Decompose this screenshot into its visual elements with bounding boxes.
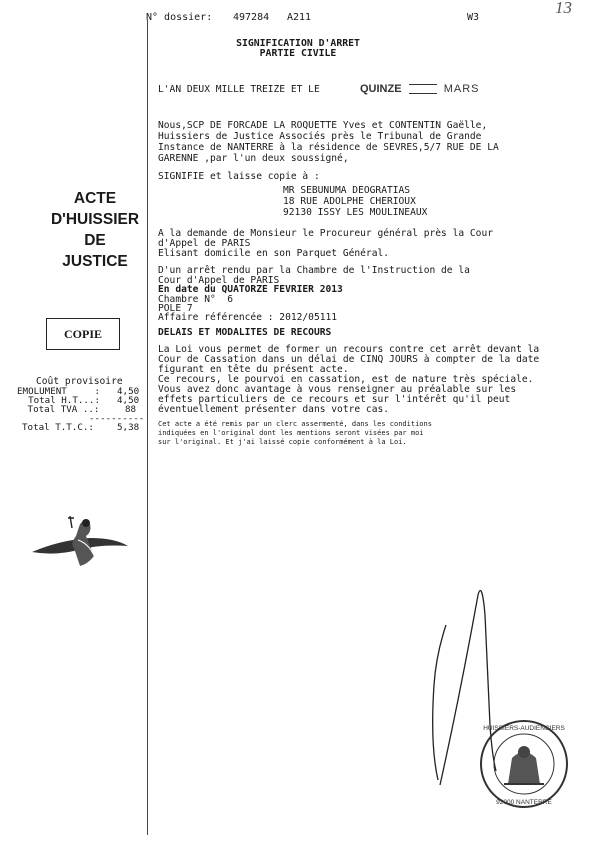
cost-title: Coût provisoire	[36, 376, 123, 387]
cost-label: Total H.T...:	[17, 395, 100, 406]
cost-value: 4,50	[117, 395, 140, 406]
document-title: SIGNIFICATION D'ARRET	[236, 38, 360, 49]
clerk-line: indiquées en l'original dont les mentions seront visées par moi	[158, 429, 424, 437]
date-prefix: L'AN DEUX MILLE TREIZE ET LE	[158, 84, 320, 95]
intro-line: Huissiers de Justice Associés près le Tribunal de Grande	[158, 131, 482, 142]
stamp-bars	[409, 84, 437, 94]
cost-separator: ----------	[89, 413, 145, 424]
delais-title: DELAIS ET MODALITES DE RECOURS	[158, 327, 332, 338]
acte-title	[40, 188, 150, 272]
recours-line: Cour de Cassation dans un délai de CINQ JOURS à compter de la date	[158, 354, 540, 365]
recours-line: Vous avez donc avantage à vous renseigner au préalable sur les	[158, 384, 517, 395]
cost-value: 4,50	[117, 386, 140, 397]
intro-line: Nous,SCP DE FORCADE LA ROQUETTE Yves et CONTENTIN Gaëlle,	[158, 120, 488, 131]
recipient-line: 92130 ISSY LES MOULINEAUX	[283, 207, 428, 218]
acte-line: JUSTICE	[62, 253, 128, 270]
official-seal-stamp	[478, 718, 570, 810]
dossier-code: A211	[287, 12, 312, 23]
arret-detail: POLE 7	[158, 303, 193, 314]
date-stamp-month: MARS	[443, 83, 480, 95]
clerk-line: sur l'original. Et j'ai laissé copie conformément à la Loi.	[158, 438, 407, 446]
demande-line: d'Appel de PARIS	[158, 238, 251, 249]
svg-text:HUISSIERS-AUDIENCIERS: HUISSIERS-AUDIENCIERS	[483, 725, 565, 732]
arret-date: En date du QUATORZE FEVRIER 2013	[158, 284, 343, 295]
signifie-line: SIGNIFIE et laisse copie à :	[158, 171, 320, 182]
recours-line: éventuellement présenter dans votre cas.	[158, 404, 390, 415]
cost-value: 5,38	[117, 422, 140, 433]
cost-value: 88	[125, 404, 137, 415]
recours-line: effets particuliers de ce recours et sur l'intérêt qu'il peut	[158, 394, 511, 405]
marianne-logo	[30, 514, 130, 574]
dossier-number: 497284	[233, 12, 270, 23]
cost-label: Total T.T.C.:	[22, 422, 94, 433]
acte-line: D'HUISSIER	[50, 211, 140, 228]
margin-rule	[147, 20, 148, 835]
office-code: W3	[467, 12, 480, 23]
demande-line: A la demande de Monsieur le Procureur général près la Cour	[158, 228, 494, 239]
date-stamp-day: QUINZE	[360, 83, 402, 95]
clerk-line: Cet acte a été remis par un clerc assermenté, dans les conditions	[158, 420, 432, 428]
recours-line: figurant en tête du présent acte.	[158, 364, 349, 375]
recipient-line: 18 RUE ADOLPHE CHERIOUX	[283, 196, 416, 207]
svg-text:92000 NANTERRE: 92000 NANTERRE	[496, 799, 552, 806]
document-subtitle: PARTIE CIVILE	[259, 48, 337, 59]
acte-line: DE	[84, 232, 106, 249]
arret-detail: Affaire référencée : 2012/05111	[158, 312, 338, 323]
cost-label: Total TVA ..:	[22, 404, 100, 415]
date-stamp	[360, 83, 479, 95]
recours-line: La Loi vous permet de former un recours contre cet arrêt devant la	[158, 344, 540, 355]
dossier-label: N° dossier:	[146, 12, 213, 23]
recours-line: Ce recours, le pourvoi en cassation, est de nature très spéciale.	[158, 374, 534, 385]
recipient-line: MR SEBUNUMA DEOGRATIAS	[283, 185, 411, 196]
arret-detail: Chambre N° 6	[158, 294, 234, 305]
intro-line: GARENNE ,par l'un deux soussigné,	[158, 153, 349, 164]
acte-line: ACTE	[73, 190, 117, 207]
arret-line: Cour d'Appel de PARIS	[158, 275, 280, 286]
intro-line: Instance de NANTERRE à la résidence de SEVRES,5/7 RUE DE LA	[158, 142, 499, 153]
copie-box: COPIE	[46, 318, 120, 350]
demande-line: Elisant domicile en son Parquet Général.	[158, 248, 390, 259]
cost-label: EMOLUMENT :	[17, 386, 100, 397]
arret-line: D'un arrêt rendu par la Chambre de l'Instruction de la	[158, 265, 470, 276]
page-mark: 13	[555, 0, 572, 17]
